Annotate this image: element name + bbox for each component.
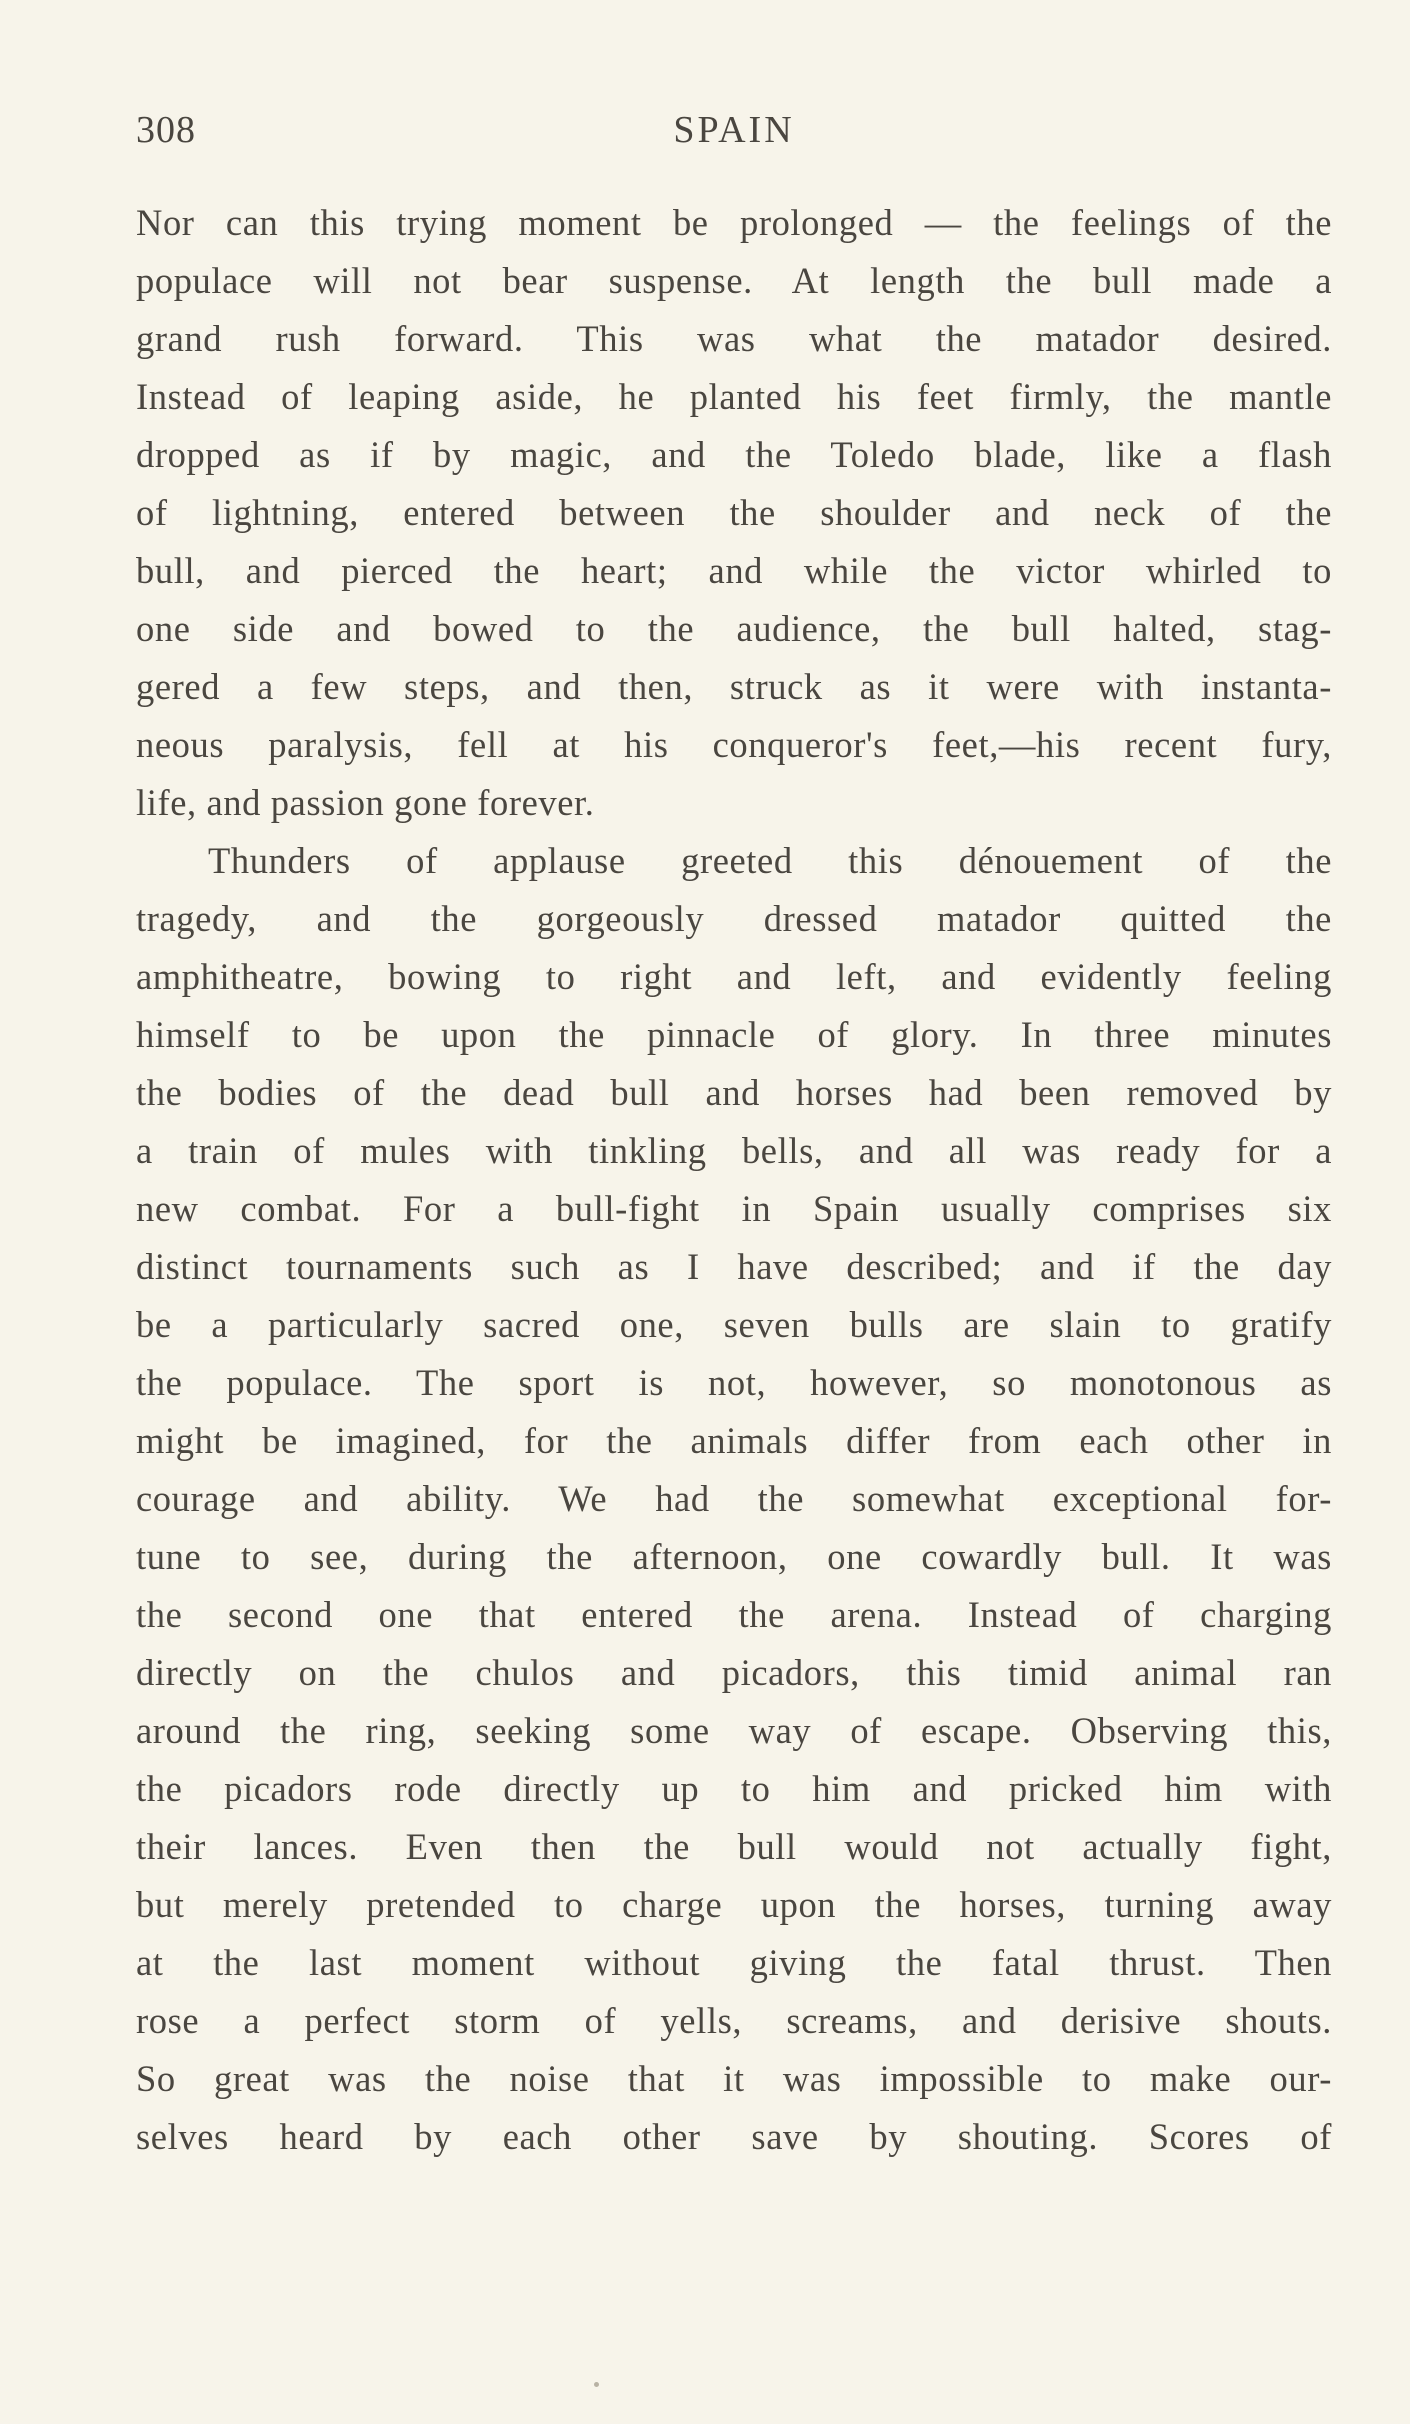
text-line: but merely pretended to charge upon the horses, turning away bbox=[136, 1884, 1332, 1925]
text-line: new combat. For a bull-fight in Spain usually comprises six bbox=[136, 1188, 1332, 1229]
text-line: neous paralysis, fell at his conqueror's feet,—his recent fury, bbox=[136, 724, 1332, 765]
text-line: life, and passion gone forever. bbox=[136, 782, 595, 823]
text-line: populace will not bear suspense. At length the bull made a bbox=[136, 260, 1332, 301]
text-line: So great was the noise that it was impossible to make our- bbox=[136, 2058, 1332, 2099]
text-line: their lances. Even then the bull would not actually fight, bbox=[136, 1826, 1332, 1867]
text-line: at the last moment without giving the fatal thrust. Then bbox=[136, 1942, 1332, 1983]
text-line: grand rush forward. This was what the matador desired. bbox=[136, 318, 1332, 359]
text-line: Instead of leaping aside, he planted his feet firmly, the mantle bbox=[136, 376, 1332, 417]
text-line: himself to be upon the pinnacle of glory. In three minutes bbox=[136, 1014, 1332, 1055]
text-line: gered a few steps, and then, struck as it were with instanta- bbox=[136, 666, 1332, 707]
text-line: tragedy, and the gorgeously dressed matador quitted the bbox=[136, 898, 1332, 939]
text-line: might be imagined, for the animals differ from each other in bbox=[136, 1420, 1332, 1461]
text-line: around the ring, seeking some way of escape. Observing this, bbox=[136, 1710, 1332, 1751]
text-line: selves heard by each other save by shouting. Scores of bbox=[136, 2116, 1332, 2157]
text-line: the picadors rode directly up to him and pricked him with bbox=[136, 1768, 1332, 1809]
text-line: rose a perfect storm of yells, screams, and derisive shouts. bbox=[136, 2000, 1332, 2041]
text-line: bull, and pierced the heart; and while the victor whirled to bbox=[136, 550, 1332, 591]
text-line: be a particularly sacred one, seven bulls are slain to gratify bbox=[136, 1304, 1332, 1345]
text-line: distinct tournaments such as I have described; and if the day bbox=[136, 1246, 1332, 1287]
text-line: one side and bowed to the audience, the bull halted, stag- bbox=[136, 608, 1332, 649]
paper-speck bbox=[594, 2382, 599, 2387]
paragraph-2 bbox=[136, 832, 1332, 2166]
text-line: Nor can this trying moment be prolonged — the feelings of the bbox=[136, 202, 1332, 243]
text-line: the second one that entered the arena. Instead of charging bbox=[136, 1594, 1332, 1635]
text-line: dropped as if by magic, and the Toledo blade, like a flash bbox=[136, 434, 1332, 475]
text-line: Thunders of applause greeted this dénouement of the bbox=[208, 840, 1332, 881]
text-line: a train of mules with tinkling bells, and all was ready for a bbox=[136, 1130, 1332, 1171]
text-line: courage and ability. We had the somewhat exceptional for- bbox=[136, 1478, 1332, 1519]
text-line: amphitheatre, bowing to right and left, and evidently feeling bbox=[136, 956, 1332, 997]
page-header bbox=[136, 108, 1332, 158]
text-line: the populace. The sport is not, however, so monotonous as bbox=[136, 1362, 1332, 1403]
running-head: SPAIN bbox=[673, 109, 795, 151]
paragraph-1 bbox=[136, 194, 1332, 832]
text-line: directly on the chulos and picadors, this timid animal ran bbox=[136, 1652, 1332, 1693]
text-line: the bodies of the dead bull and horses had been removed by bbox=[136, 1072, 1332, 1113]
text-line: tune to see, during the afternoon, one cowardly bull. It was bbox=[136, 1536, 1332, 1577]
page-number: 308 bbox=[136, 109, 196, 151]
body-text bbox=[136, 194, 1332, 2166]
text-line: of lightning, entered between the shoulder and neck of the bbox=[136, 492, 1332, 533]
